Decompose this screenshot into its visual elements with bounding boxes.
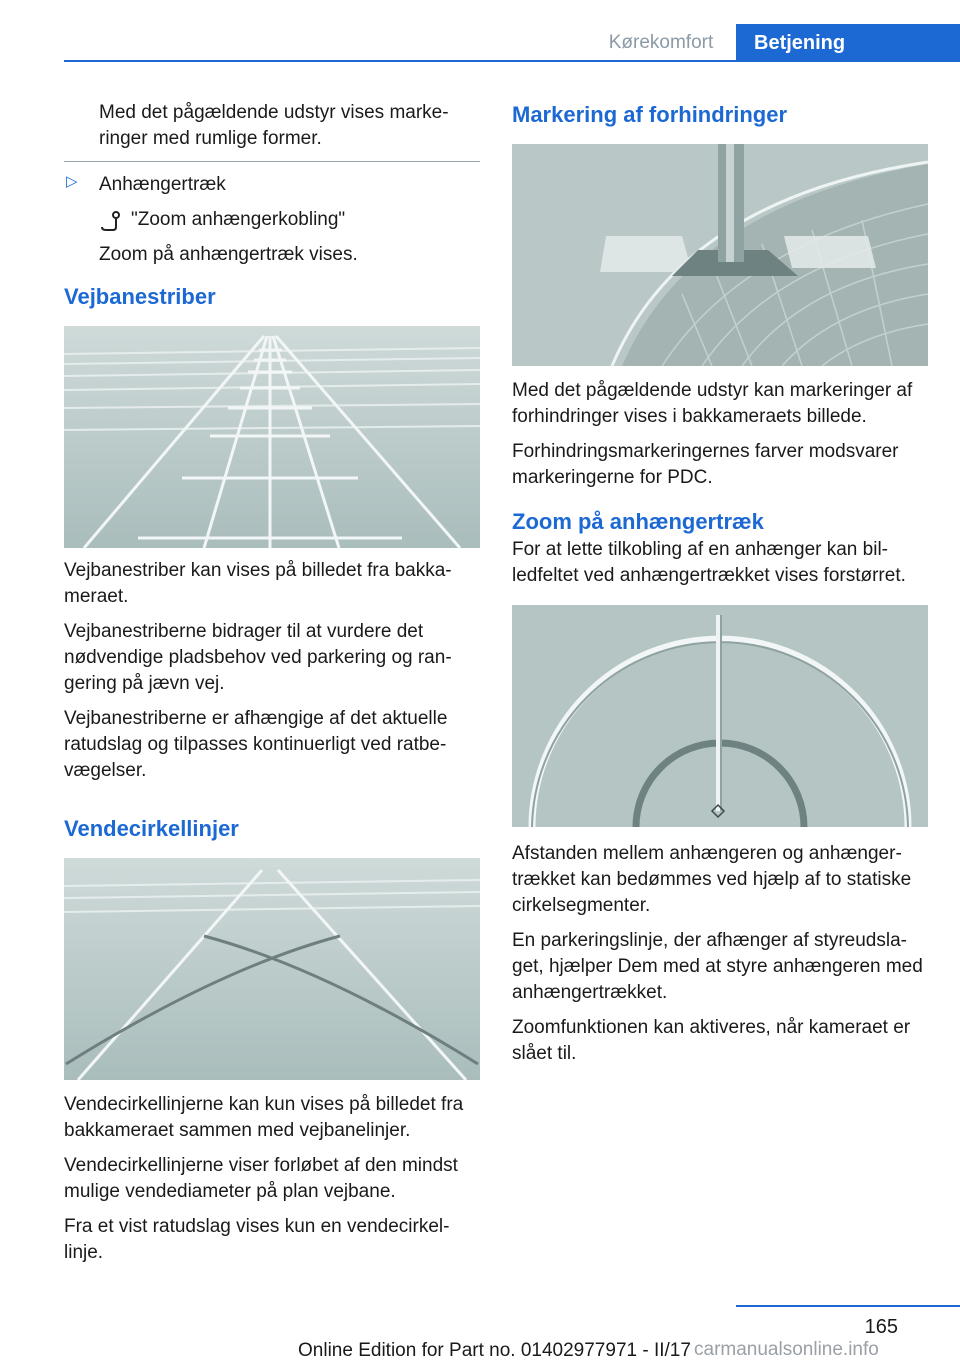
heading-lane-lines: Vejbanestriber [64, 284, 216, 309]
page-number: 165 [864, 1316, 898, 1338]
bullet-action-line [99, 207, 480, 233]
intro-paragraph: Med det pågældende udstyr vises markeringer med rumlige former. [99, 102, 449, 149]
zoom-paragraph-2: Afstanden mellem anhængeren og anhængertrækket kan bedømmes ved hjælp af to statiske cirkelsegmenter. [512, 843, 912, 916]
obstacle-paragraph-1: Med det pågældende udstyr kan markeringer af forhindringer vises i bakkameraets billede. [512, 380, 913, 427]
zoom-paragraph-3: En parkeringslinje, der afhænger af styreudslaget, hjælper Dem med at styre anhængeren med anhængertrækket. [512, 930, 923, 1003]
bullet-item [64, 172, 480, 268]
lane-lines-figure [64, 326, 480, 548]
obstacle-marking-figure [512, 144, 928, 366]
heading-trailer-zoom: Zoom på anhængertræk [512, 509, 764, 534]
zoom-paragraph-4: Zoomfunktionen kan aktiveres, når kameraet er slået til. [512, 1017, 911, 1064]
bullet-action: "Zoom anhængerkobling" [131, 209, 346, 230]
turn-paragraph-1: Vendecirkellinjerne kan kun vises på billedet fra bakkameraet sammen med vejbanelinjer. [64, 1094, 464, 1141]
trailer-hitch-icon [99, 209, 123, 231]
bullet-result: Zoom på anhængertræk vises. [99, 244, 358, 265]
edition-note: Online Edition for Part no. 01402977971 - II/17 [298, 1340, 691, 1361]
turn-paragraph-3: Fra et vist ratudslag vises kun en vendecirkellinje. [64, 1216, 450, 1263]
separator [64, 161, 480, 162]
bullet-triangle-icon: ▷ [66, 173, 78, 190]
right-column [512, 100, 928, 1076]
trailer-zoom-figure [512, 605, 928, 827]
bullet-label: Anhængertræk [99, 174, 226, 195]
heading-obstacle-marking: Markering af forhindringer [512, 102, 788, 127]
header-rule [64, 60, 960, 62]
header-current-tab: Betjening [736, 24, 960, 62]
watermark: carmanualsonline.info [694, 1339, 879, 1360]
footer-rule [736, 1305, 960, 1307]
lanes-paragraph-2: Vejbanestriberne bidrager til at vurdere det nødvendige pladsbehov ved parkering og rangering på jævn vej. [64, 621, 452, 694]
obstacle-paragraph-2: Forhindringsmarkeringernes farver modsvarer markeringerne for PDC. [512, 441, 899, 488]
left-column [64, 100, 480, 1275]
header-section-tab: Kørekomfort [608, 32, 714, 53]
lanes-paragraph-1: Vejbanestriber kan vises på billedet fra bakkameraet. [64, 560, 452, 607]
heading-turning-circle: Vendecirkellinjer [64, 816, 239, 841]
turning-circle-figure [64, 858, 480, 1080]
lanes-paragraph-3: Vejbanestriberne er afhængige af det aktuelle ratudslag og tilpasses kontinuerligt ved ratbevægelser. [64, 708, 448, 781]
zoom-paragraph-1: For at lette tilkobling af en anhænger kan billedfeltet ved anhængertrækket vises forstørret. [512, 539, 906, 586]
turn-paragraph-2: Vendecirkellinjerne viser forløbet af den mindst mulige vendediameter på plan vejbane. [64, 1155, 458, 1202]
